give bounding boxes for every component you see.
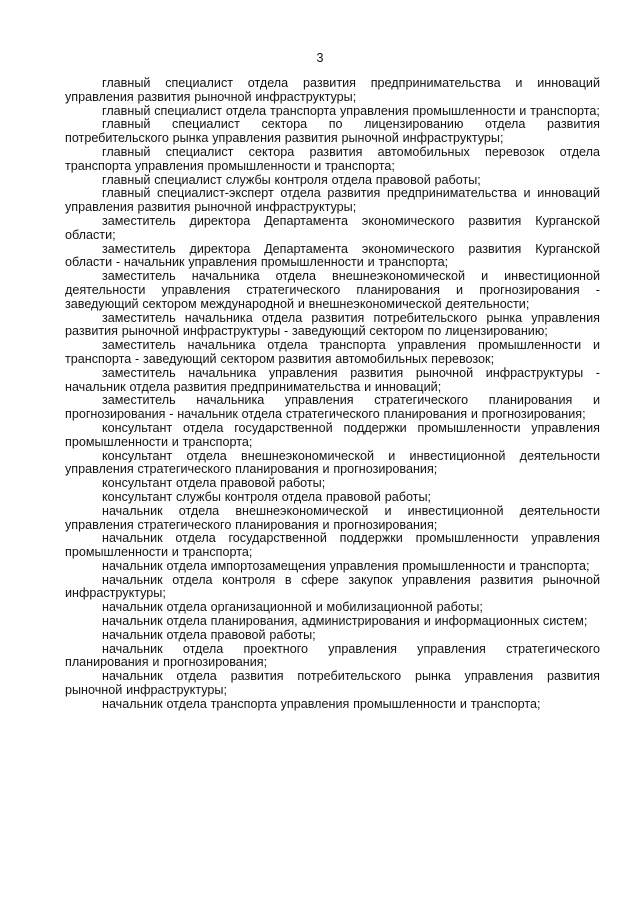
list-item: главный специалист сектора развития автомобильных перевозок отдела транспорта управления промышленности и транспорта; (65, 144, 600, 173)
list-item: начальник отдела контроля в сфере закупок управления развития рыночной инфраструктуры; (65, 572, 600, 601)
list-item: начальник отдела организационной и мобилизационной работы; (102, 600, 483, 615)
list-item: начальник отдела развития потребительского рынка управления развития рыночной инфраструктуры; (65, 669, 600, 698)
list-item: консультант службы контроля отдела правовой работы; (102, 489, 431, 504)
list-item: начальник отдела проектного управления управления стратегического планирования и прогнозирования; (65, 641, 600, 670)
list-item: консультант отдела государственной поддержки промышленности управления промышленности и транспорта; (65, 420, 600, 449)
list-item: главный специалист службы контроля отдела правовой работы; (102, 172, 481, 187)
list-item: заместитель начальника управления стратегического планирования и прогнозирования - начальник отдела стратегического планирования и прогнозирования; (65, 393, 600, 422)
list-item: главный специалист отдела транспорта управления промышленности и транспорта; (102, 103, 600, 118)
list-item: заместитель начальника отдела внешнеэкономической и инвестиционной деятельности управления стратегического планирования и прогнозирования - заведующий сектором международной и внешнеэкономической деятельности; (65, 269, 600, 311)
list-item: заместитель начальника отдела развития потребительского рынка управления развития рыночной инфраструктуры - заведующий сектором по лицензированию; (65, 310, 600, 339)
list-item: заместитель директора Департамента экономического развития Курганской области; (65, 213, 600, 242)
list-item: заместитель начальника управления развития рыночной инфраструктуры - начальник отдела развития предпринимательства и инноваций; (65, 365, 600, 394)
list-item: главный специалист сектора по лицензированию отдела развития потребительского рынка управления развития рыночной инфраструктуры; (65, 117, 600, 146)
list-item: главный специалист-эксперт отдела развития предпринимательства и инноваций управления развития рыночной инфраструктуры; (65, 186, 600, 215)
position-list (65, 77, 600, 712)
list-item: заместитель директора Департамента экономического развития Курганской области - начальник управления промышленности и транспорта; (65, 241, 600, 270)
list-item: начальник отдела внешнеэкономической и инвестиционной деятельности управления стратегического планирования и прогнозирования; (65, 503, 600, 532)
list-item: начальник отдела планирования, администрирования и информационных систем; (102, 614, 588, 629)
list-item: начальник отдела транспорта управления промышленности и транспорта; (102, 696, 541, 711)
list-item: начальник отдела правовой работы; (102, 627, 316, 642)
list-item: начальник отдела государственной поддержки промышленности управления промышленности и транспорта; (65, 531, 600, 560)
list-item: консультант отдела правовой работы; (102, 476, 326, 491)
list-item: главный специалист отдела развития предпринимательства и инноваций управления развития рыночной инфраструктуры; (65, 76, 600, 104)
page-number: 3 (316, 51, 324, 65)
list-item: начальник отдела импортозамещения управления промышленности и транспорта; (102, 558, 590, 573)
list-item: консультант отдела внешнеэкономической и инвестиционной деятельности управления стратегического планирования и прогнозирования; (65, 448, 600, 477)
list-item: заместитель начальника отдела транспорта управления промышленности и транспорта - заведующий сектором развития автомобильных перевозок; (65, 338, 600, 366)
